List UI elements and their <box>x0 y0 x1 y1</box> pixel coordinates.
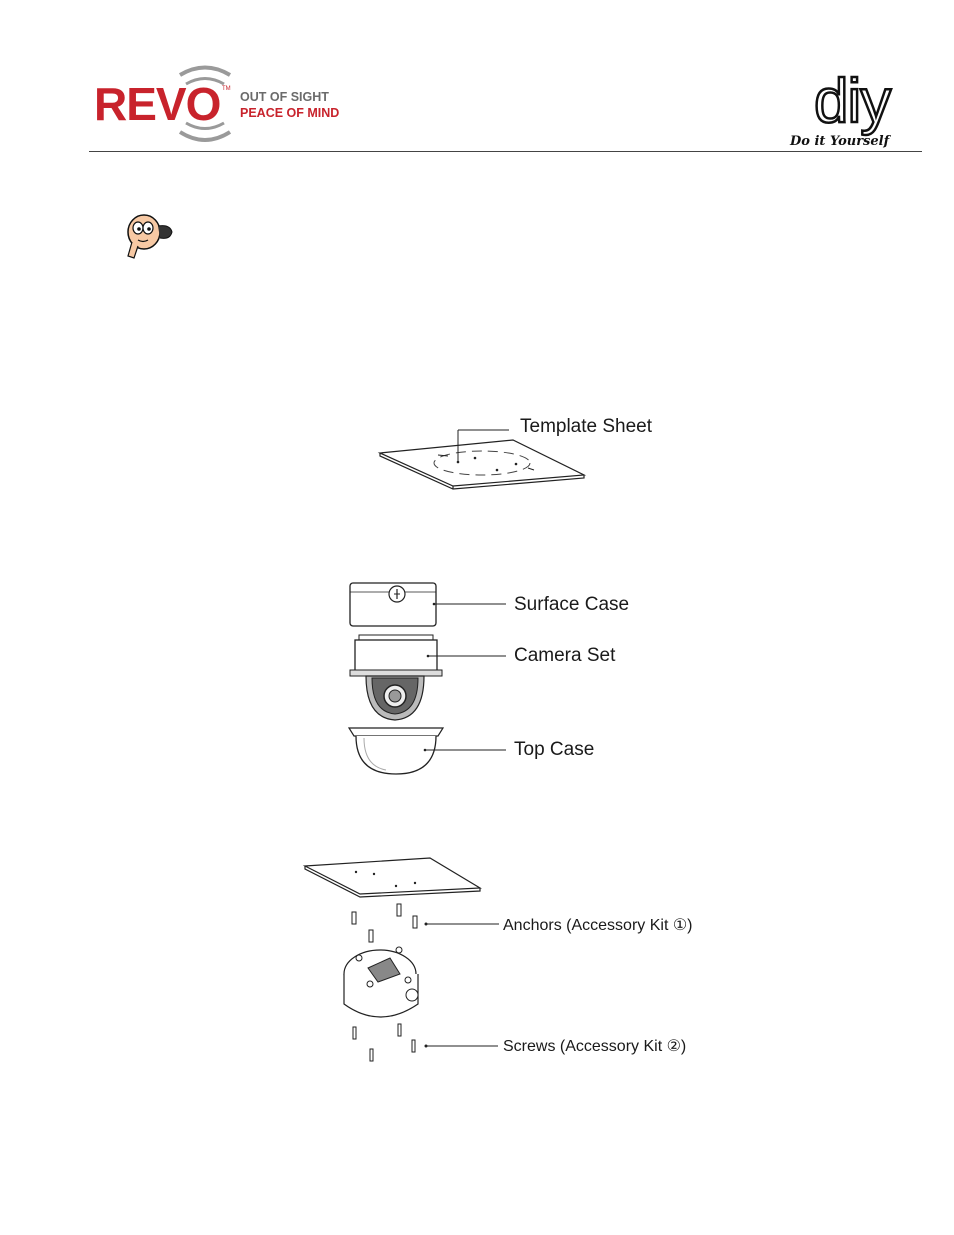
exploded-view-drawing <box>346 578 516 778</box>
tagline-line-1: OUT OF SIGHT <box>240 90 329 104</box>
camera-set-label: Camera Set <box>514 645 616 666</box>
template-sheet-label: Template Sheet <box>520 416 653 437</box>
screws-label: Screws (Accessory Kit ②) <box>503 1038 687 1055</box>
revo-wordmark: REVO <box>94 78 221 130</box>
surface-case-label: Surface Case <box>514 594 630 615</box>
header-divider <box>89 151 922 152</box>
tagline-line-2: PEACE OF MIND <box>240 106 340 120</box>
tagline <box>240 89 339 121</box>
diy-subtitle: Do it Yourself <box>790 134 890 149</box>
diy-wordmark: diy <box>814 67 891 136</box>
top-case-label: Top Case <box>514 739 595 760</box>
mounting-drawing <box>302 852 507 1064</box>
note-mascot-icon <box>118 208 180 266</box>
anchors-label: Anchors (Accessory Kit ①) <box>503 917 693 934</box>
